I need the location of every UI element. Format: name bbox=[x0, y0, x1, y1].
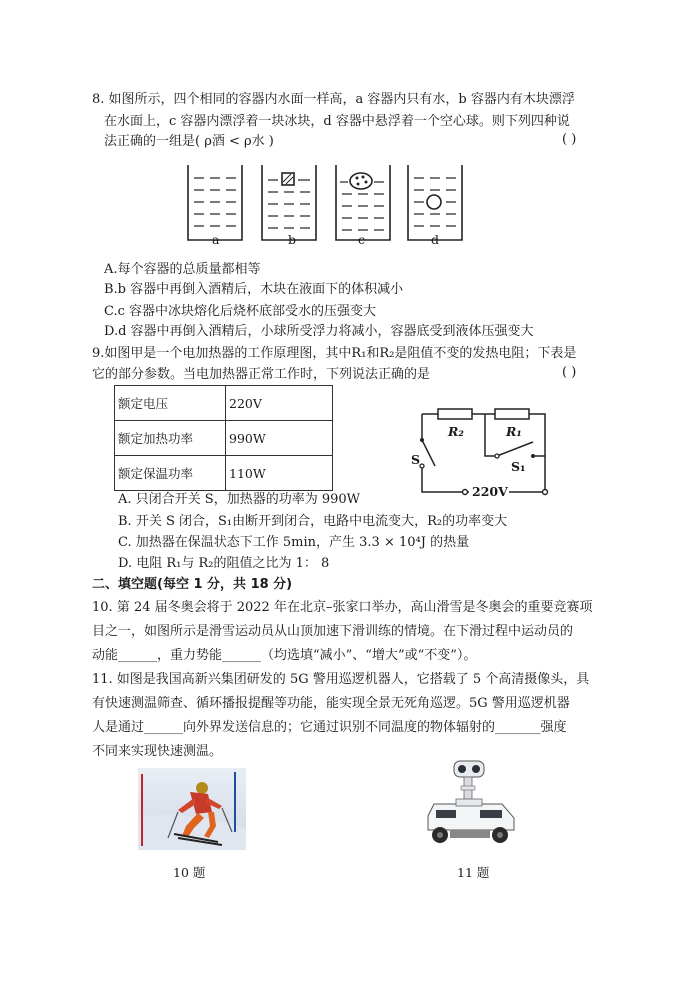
param-name: 额定保温功率 bbox=[115, 456, 226, 491]
q11-line-1: 11. 如图是我国高新兴集团研发的 5G 警用巡逻机器人，它搭载了 5 个高清摄像头，具 bbox=[92, 672, 590, 687]
q9-option-d: D. 电阻 R₁与 R₂的阻值之比为 1： 8 bbox=[118, 556, 330, 571]
container-d bbox=[408, 165, 462, 240]
q11-line-3: 人是通过______向外界发送信息的；它通过识别不同温度的物体辐射的_______强度 bbox=[92, 720, 567, 735]
container-label-d: d bbox=[431, 232, 440, 247]
param-value: 110W bbox=[226, 456, 333, 491]
table-row bbox=[115, 456, 333, 491]
q9-option-b: B. 开关 S 闭合，S₁由断开到闭合，电路中电流变大，R₂的功率变大 bbox=[118, 514, 508, 529]
container-label-b: b bbox=[288, 232, 297, 247]
q8-option-b: B.b 容器中再倒入酒精后，木块在液面下的体积减小 bbox=[104, 282, 404, 297]
q11-line-4: 不同来实现快速测温。 bbox=[92, 744, 223, 759]
container-label-c: c bbox=[358, 232, 366, 247]
param-value: 990W bbox=[226, 421, 333, 456]
container-label-a: a bbox=[212, 232, 220, 247]
container-a bbox=[188, 165, 242, 240]
q8-line-3: 法正确的一组是( ρ酒 < ρ水 ) bbox=[104, 134, 274, 149]
q10-line-1: 10. 第 24 届冬奥会将于 2022 年在北京–张家口举办，高山滑雪是冬奥会的重要竞赛项 bbox=[92, 600, 593, 615]
q11-line-2: 有快速测温筛查、循环播报提醒等功能，能实现全景无死角巡逻。5G 警用巡逻机器 bbox=[92, 696, 570, 711]
label-voltage: 220V bbox=[472, 484, 508, 499]
q8-answer-paren: ( ) bbox=[562, 132, 577, 147]
q8-line-2: 在水面上，c 容器内漂浮着一块冰块，d 容器中悬浮着一个空心球。则下列四种说 bbox=[104, 114, 570, 129]
q11-figure-caption: 11 题 bbox=[457, 865, 490, 880]
skier-photo bbox=[138, 768, 246, 850]
param-name: 额定电压 bbox=[115, 386, 226, 421]
q8-line-1: 8. 如图所示，四个相同的容器内水面一样高，a 容器内只有水，b 容器内有木块漂浮 bbox=[92, 92, 575, 107]
resistor-r1 bbox=[495, 409, 529, 419]
q10-line-2: 目之一，如图所示是滑雪运动员从山顶加速下滑训练的情境。在下滑过程中运动员的 bbox=[92, 624, 574, 639]
table-row bbox=[115, 421, 333, 456]
resistor-r2 bbox=[438, 409, 472, 419]
label-switch-s1: S₁ bbox=[511, 459, 526, 474]
label-r1: R₁ bbox=[506, 424, 522, 439]
q9-answer-paren: ( ) bbox=[562, 365, 577, 380]
q9-option-a: A. 只闭合开关 S，加热器的功率为 990W bbox=[118, 492, 360, 507]
param-value: 220V bbox=[226, 386, 333, 421]
q9-line-1: 9.如图甲是一个电加热器的工作原理图，其中R₁和R₂是阻值不变的发热电阻；下表是 bbox=[92, 346, 577, 361]
q8-option-c: C.c 容器中冰块熔化后烧杯底部受水的压强变大 bbox=[104, 304, 377, 319]
q9-option-c: C. 加热器在保温状态下工作 5min，产生 3.3 × 10⁴J 的热量 bbox=[118, 535, 470, 550]
q8-option-a: A.每个容器的总质量都相等 bbox=[104, 262, 261, 277]
switch-s bbox=[422, 440, 435, 466]
container-c bbox=[336, 165, 390, 240]
label-switch-s: S bbox=[411, 452, 421, 467]
container-b bbox=[262, 165, 316, 240]
q10-figure-caption: 10 题 bbox=[173, 865, 206, 880]
q9-parameter-table bbox=[114, 385, 333, 491]
robot-photo bbox=[420, 758, 520, 848]
q8-containers-figure bbox=[180, 160, 470, 250]
q9-line-2: 它的部分参数。当电加热器正常工作时，下列说法正确的是 bbox=[92, 367, 431, 382]
section-title-fill-in: 二、填空题(每空 1 分，共 18 分) bbox=[92, 577, 293, 592]
param-name: 额定加热功率 bbox=[115, 421, 226, 456]
table-row bbox=[115, 386, 333, 421]
q10-line-3: 动能______，重力势能______（均选填“减小”、“增大”或“不变”）。 bbox=[92, 648, 477, 663]
q8-option-d: D.d 容器中再倒入酒精后，小球所受浮力将减小，容器底受到液体压强变大 bbox=[104, 324, 534, 339]
switch-s1 bbox=[497, 442, 533, 456]
label-r2: R₂ bbox=[448, 424, 464, 439]
